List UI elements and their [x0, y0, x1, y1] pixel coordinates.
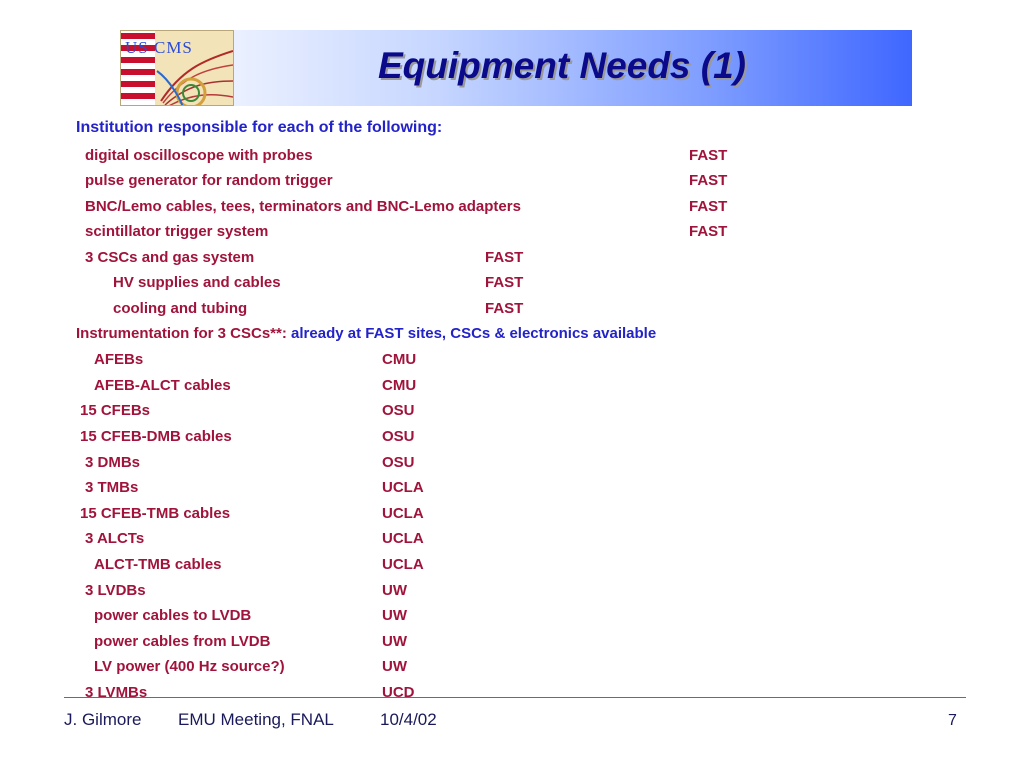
list-item — [85, 530, 485, 554]
list-item — [85, 198, 785, 222]
institution-label: UW — [382, 607, 407, 624]
list-item — [85, 147, 785, 171]
footer-author: J. Gilmore — [64, 710, 142, 729]
institution-label: FAST — [689, 223, 728, 240]
section-heading: Institution responsible for each of the following: — [76, 119, 443, 136]
institution-label: UW — [382, 658, 407, 675]
item-label: 3 DMBs — [85, 454, 141, 471]
list-item — [85, 223, 785, 247]
list-item — [85, 172, 785, 196]
list-item — [85, 479, 485, 503]
list-item — [94, 633, 494, 657]
item-label: 3 CSCs and gas system — [85, 249, 255, 266]
institution-label: CMU — [382, 351, 417, 368]
list-item — [94, 607, 494, 631]
item-label: cooling and tubing — [113, 300, 248, 317]
item-label: 15 CFEB-TMB cables — [80, 505, 231, 522]
list-item — [94, 556, 494, 580]
instrumentation-label: Instrumentation for 3 CSCs**: — [76, 325, 287, 342]
item-label: power cables to LVDB — [94, 607, 252, 624]
instrumentation-note: already at FAST sites, CSCs & electronics available — [291, 325, 657, 342]
slide-title: Equipment Needs (1) — [378, 45, 746, 86]
list-item — [113, 300, 613, 324]
institution-label: UCLA — [382, 530, 424, 547]
instrumentation-line — [76, 325, 656, 342]
logo-text: US CMS — [125, 38, 193, 57]
institution-label: OSU — [382, 454, 415, 471]
institution-label: CMU — [382, 377, 417, 394]
list-item — [80, 428, 480, 452]
item-label: LV power (400 Hz source?) — [94, 658, 285, 675]
institution-label: UCLA — [382, 505, 424, 522]
institution-label: UW — [382, 582, 407, 599]
item-label: 15 CFEBs — [80, 402, 151, 419]
institution-label: FAST — [485, 274, 524, 291]
item-label: 15 CFEB-DMB cables — [80, 428, 232, 445]
institution-label: FAST — [689, 147, 728, 164]
item-label: scintillator trigger system — [85, 223, 269, 240]
institution-label: OSU — [382, 428, 415, 445]
institution-label: FAST — [485, 249, 524, 266]
item-label: AFEBs — [94, 351, 144, 368]
institution-label: OSU — [382, 402, 415, 419]
item-label: AFEB-ALCT cables — [94, 377, 231, 394]
item-label: BNC/Lemo cables, tees, terminators and BNC-Lemo adapters — [85, 198, 521, 215]
item-label: 3 LVMBs — [85, 684, 148, 697]
list-item — [85, 582, 485, 606]
list-item — [85, 684, 485, 697]
us-cms-logo — [120, 30, 234, 106]
institution-label: UCLA — [382, 479, 424, 496]
list-item — [80, 505, 480, 529]
item-label: ALCT-TMB cables — [94, 556, 222, 573]
item-label: 3 ALCTs — [85, 530, 145, 547]
institution-label: UCLA — [382, 556, 424, 573]
item-label: HV supplies and cables — [113, 274, 281, 291]
institution-label: FAST — [485, 300, 524, 317]
list-item — [113, 274, 613, 298]
institution-label: FAST — [689, 172, 728, 189]
item-label: pulse generator for random trigger — [85, 172, 333, 189]
item-label: power cables from LVDB — [94, 633, 271, 650]
footer-date: 10/4/02 — [380, 710, 437, 729]
list-item — [80, 402, 480, 426]
list-item — [85, 454, 485, 478]
list-item — [85, 249, 585, 273]
item-label: 3 TMBs — [85, 479, 139, 496]
page-number: 7 — [948, 712, 957, 729]
footer-meeting: EMU Meeting, FNAL — [178, 710, 334, 729]
item-label: 3 LVDBs — [85, 582, 146, 599]
institution-label: FAST — [689, 198, 728, 215]
list-item — [94, 377, 494, 401]
institution-label: UW — [382, 633, 407, 650]
list-item — [94, 351, 494, 375]
footer-divider — [64, 697, 966, 698]
item-label: digital oscilloscope with probes — [85, 147, 313, 164]
list-item — [94, 658, 494, 682]
institution-label: UCD — [382, 684, 415, 697]
